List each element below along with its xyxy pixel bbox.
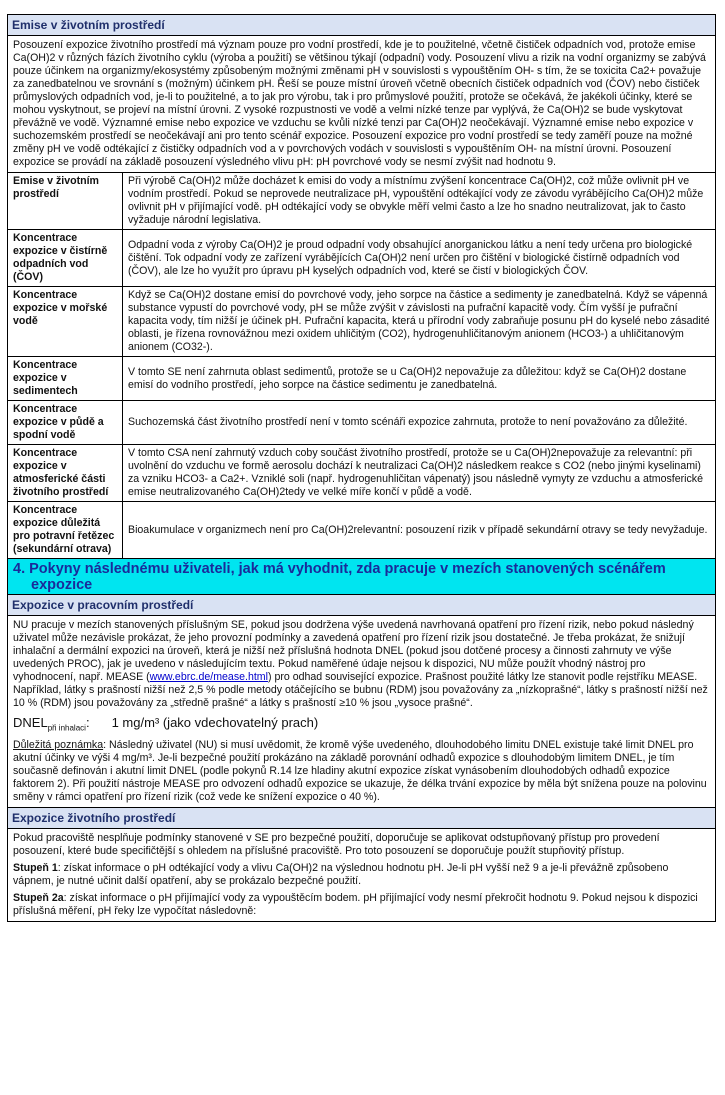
step-1-paragraph <box>13 862 710 888</box>
dnel-label: DNEL <box>13 715 48 730</box>
row-label: Koncentrace expozice v čistírně odpadních vod (ČOV) <box>8 230 123 287</box>
emission-intro-text: Posouzení expozice životního prostředí má význam pouze pro vodní prostředí, kde je to použitelné, včetně čističek odpadních vod, protože emise Ca(OH)2 v různých fázích životního cyklu (výroba a použití) se většinou týkají (odpadní) vody. Posouzení vlivu a rizik na vodní organizmy se zabývá pouze účinkem na organizmy/ekosystémy způsobeným možnými změnami pH v souvislosti s vypouštěním OH- s tím, že se toxicita Ca2+ považuje za zanedbatelnou ve srovnání s (možným) účinkem pH. Řeší se pouze místní úroveň včetně obecních čističek odpadních vod (ČOV) nebo čističek průmyslových odpadních vod, je-li to použitelné, a to jak pro výrobu, tak i pro průmyslové použití, protože se očekává, že jakékoli účinky, které se mohou vyskytnout, se projeví na místní úrovni. Z vysoké rozpustnosti ve vodě a velmi nízké tenze par vyplývá, že Ca(OH)2 se bude vyskytovat převážně ve vodě. Významné emise nebo expozice ve vzduchu se kvůli nízké tenzi par Ca(OH)2 neočekávají. Významné emise nebo expozice v suchozemském prostředí se neočekávají ani pro tento scénář expozice. Posouzení expozice pro vodní prostředí se tedy zaměří pouze na možné změny pH ve vodě odtékající z čističky odpadních vod a v povrchových vodách v souvislosti s vypouštěním OH- na místní úrovni. Posouzení expozice se provádí na základě posouzení výsledného vlivu pH: pH povrchové vody se nesmí zvýšit nad hodnotu 9. <box>13 39 706 168</box>
row-label: Koncentrace expozice důležitá pro potravní řetězec (sekundární otrava) <box>8 502 123 559</box>
row-text: V tomto SE není zahrnuta oblast sedimentů, protože se u Ca(OH)2 nepovažuje za důležitou: když se Ca(OH)2 dostane emisí do vodního prostředí, jeho sorpce na částice sedimentu je zanedbatelná. <box>123 357 716 401</box>
table-row <box>8 287 715 357</box>
table-row <box>8 173 715 230</box>
environment-intro: Pokud pracoviště nesplňuje podmínky stanovené v SE pro bezpečné použití, doporučuje se aplikovat odstupňovaný přístup pro provedení posouzení, které bude specifičtější s ohledem na příslušné pracoviště. Pro toto posouzení se doporučuje použít stupňovitý přístup. <box>13 831 660 857</box>
row-label: Koncentrace expozice v sedimentech <box>8 357 123 401</box>
dnel-value: 1 mg/m³ (jako vdechovatelný prach) <box>111 715 319 730</box>
step-2a-text: : získat informace o pH přijímající vody za vypouštěcím bodem. pH přijímající vody nesmí překročit hodnotu 9. Pokud nejsou k dispozici příslušná měření, pH řeky lze vypočítat následovně: <box>13 891 698 917</box>
workplace-text-part2: ) pro odhad související expozice. Prašnost použité látky lze stanovit podle rejstříku MEASE. Například, látky s prašností nižší než 2,5 % podle metody otáčejícího se bubnu (RDM) jsou považovány za „nízkoprašné“, látky s prašností nižší než 10 % (RDM) jsou považovány za „středně prašné“ a látky s prašností ≥10 % jsou „vysoce prašné“. <box>13 671 708 709</box>
table-row <box>8 445 715 502</box>
step-2a-paragraph <box>13 892 710 918</box>
section-4-title-line2: expozice <box>31 577 93 593</box>
table-row <box>8 357 715 401</box>
row-text: Bioakumulace v organizmech není pro Ca(OH)2relevantní: posouzení rizik v případě sekundární otravy se tedy nevyžaduje. <box>123 502 716 559</box>
row-label: Koncentrace expozice v půdě a spodní vodě <box>8 401 123 445</box>
table-row <box>8 230 715 287</box>
section-4-title-line1: 4. Pokyny následnému uživateli, jak má vyhodnit, zda pracuje v mezích stanovených scénářem <box>13 561 666 577</box>
workplace-section-body <box>8 616 715 808</box>
dnel-colon: : <box>85 715 90 730</box>
important-note <box>13 739 710 804</box>
row-label: Emise v životním prostředí <box>8 173 123 230</box>
mease-link[interactable]: www.ebrc.de/mease.html <box>149 671 268 683</box>
document-page <box>7 14 716 922</box>
step-1-text: : získat informace o pH odtékající vody a vlivu Ca(OH)2 na výslednou hodnotu pH. Je-li pH vyšší než 9 a je-li převážně způsobeno vápnem, je nutné učinit další opatření, aby se prokázalo bezpečné použití. <box>13 861 669 887</box>
dnel-line <box>13 714 710 737</box>
workplace-text-part1: NU pracuje v mezích stanovených příslušným SE, pokud jsou dodržena výše uvedená navrhovaná opatření pro řízení rizik, nebo pokud následný uživatel může nezávisle prokázat, že jeho provozní podmínky a zavedená opatření pro řízení rizik jsou dostatečné. Je třeba prokázat, že snižují inhalační a dermální expozici na úroveň, která je nižší než příslušná hodnota DNEL (pokud jsou dotčené procesy a činnosti zahrnuty ve výše uvedených PROC), jak je uvedeno v následujícím textu. Pokud naměřené údaje nejsou k dispozici, NU může použít vhodný nástroj pro vyhodnocení, např. MEASE ( <box>13 619 694 683</box>
row-text: Když se Ca(OH)2 dostane emisí do povrchové vody, jeho sorpce na částice a sedimenty je zanedbatelná. Když se vápenná substance vypustí do povrchové vody, pH se může zvýšit v závislosti na pufrační kapacitě vody. Čím vyšší je pufrační kapacita vody, tím nižší je účinek pH. Pufrační kapacita, která u přírodní vody zabraňuje posunu pH do kyselé nebo zásadité oblasti, je řízena rovnovážnou mezi oxidem uhličitým (CO2), hydrogenuhličitanovým anionem (HCO3-) a uhličitanovým anionem (CO32-). <box>123 287 716 357</box>
emission-section-header: Emise v životním prostředí <box>8 15 715 36</box>
step-2a-label: Stupeň 2a <box>13 891 64 904</box>
emission-exposure-table <box>8 173 715 559</box>
workplace-section-header: Expozice v pracovním prostředí <box>8 595 715 616</box>
dnel-subscript: při inhalaci <box>47 723 86 733</box>
important-note-text: : Následný uživatel (NU) si musí uvědomit, že kromě výše uvedeného, dlouhodobého limitu DNEL existuje také limit DNEL pro akutní účinky ve výši 4 mg/m³. Je-li bezpečné použití prokázáno na základě porovnání odhadů expozice s dlouhodobým limitem DNEL, je tím současně definován i akutní limit DNEL (podle pokynů R.14 lze hladiny akutní expozice získat vynásobením dlouhodobých odhadů expozice faktorem 2). Při použití nástroje MEASE pro odvození odhadů expozice se ukazuje, že délka trvání expozice by měla být snížena pouze na polovinu směny v rámci opatření pro řízení rizik (což vede ke snížení expozice o 40 %). <box>13 738 707 803</box>
row-text: Odpadní voda z výroby Ca(OH)2 je proud odpadní vody obsahující anorganickou látku a není tedy určena pro biologické čištění. Tok odpadní vody ze zařízení vyrábějících Ca(OH)2 není určen pro čištění v biologické čistírně odpadních vod (ČOV), ale lze ho využít pro úpravu pH kyselých odpadních vod, které se čistí v biologických ČOV. <box>123 230 716 287</box>
row-text: V tomto CSA není zahrnutý vzduch coby součást životního prostředí, protože se u Ca(OH)2nepovažuje za relevantní: při uvolnění do vzduchu ve formě aerosolu dochází k neutralizaci Ca(OH)2 následkem reakce s CO2 (nebo jinými kyselinami) za vzniku HCO3- a Ca2+. Vzniklé soli (např. hydrogenuhličitan vápenatý) jsou následně vymyty ze vzduchu a atmosferické emise neutralizovaného Ca(OH)2tedy ve velké míře končí v půdě a vodě. <box>123 445 716 502</box>
row-label: Koncentrace expozice v mořské vodě <box>8 287 123 357</box>
important-note-label: Důležitá poznámka <box>13 738 104 751</box>
environment-section-header: Expozice životního prostředí <box>8 808 715 829</box>
workplace-paragraph <box>13 619 710 710</box>
row-text: Při výrobě Ca(OH)2 může docházet k emisi do vody a místnímu zvýšení koncentrace Ca(OH)2, což může ovlivnit pH ve vodním prostředí. Pokud se neprovede neutralizace pH, vypouštění odtékající vody ze závodu vyrábějícího Ca(OH)2 může ovlivnit pH v přijímající vodě. pH odtékající vody se obvykle měří velmi často a lze ho snadno neutralizovat, jak to často vyžaduje národní legislativa. <box>123 173 716 230</box>
step-1-label: Stupeň 1 <box>13 861 58 874</box>
environment-section-body <box>8 829 715 921</box>
row-label: Koncentrace expozice v atmosferické části životního prostředí <box>8 445 123 502</box>
section-4-title <box>8 559 715 595</box>
row-text: Suchozemská část životního prostředí není v tomto scénáři expozice zahrnuta, protože to není považováno za důležité. <box>123 401 716 445</box>
table-row <box>8 401 715 445</box>
table-row <box>8 502 715 559</box>
emission-intro-paragraph <box>8 36 715 173</box>
